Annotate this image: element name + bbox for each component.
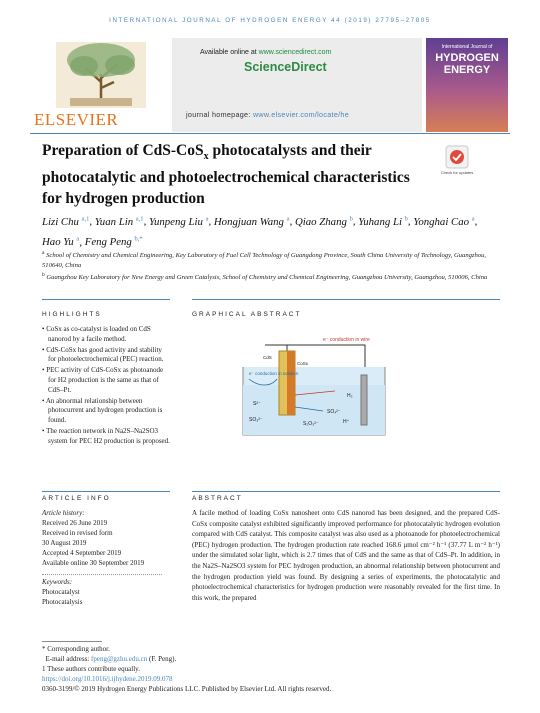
footnote-rule [42,641,102,642]
highlight-item: • An abnormal relationship between photocurrent and hydrogen production is found. [42,396,163,425]
history-line: Received 26 June 2019 [42,519,108,527]
doi-link[interactable]: https://doi.org/10.1016/j.ijhydene.2019.09.078 [42,675,173,683]
author-list: Lizi Chu $^{a,1}$, Yuan Lin $^{a,1}$, Yunpeng Liu $^a$, Hongjuan Wang $^a$, Qiao Zhang $^b$, Yuhang Li $^b$, Yonghai Cao $^a$, Hao Yu $^a$, Feng Peng $^{b,*}$ [42,215,478,249]
history-line: Available online 30 September 2019 [42,559,145,567]
highlight-item: • The reaction network in Na2S–Na2SO3 system for PEC H2 production is proposed. [42,426,170,445]
history-line: Accepted 4 September 2019 [42,549,122,557]
keyword[interactable]: Photocatalysis [42,598,83,606]
header-rule [30,133,510,134]
ga-species: S₂O₃²⁻ [303,421,319,427]
highlights-rule [42,299,170,300]
author-affiliation-mark: b [404,215,408,222]
author-affiliation-mark: a [76,235,80,243]
history-line: 30 August 2019 [42,539,87,547]
ga-species: H₂ [347,393,353,399]
highlight-item: • CdS-CoSx has good activity and stability for photoelectrochemical (PEC) reaction. [42,345,164,364]
check-for-updates-button[interactable] [440,144,474,180]
email-line: E-mail address: fpeng@gzhu.edu.cn (F. Peng). [45,655,177,663]
highlights-heading: HIGHLIGHTS [42,311,102,318]
author-name[interactable]: Lizi Chu $^{a,1}$ [42,215,90,228]
email-link[interactable]: fpeng@gzhu.edu.cn [91,655,148,663]
ga-solution-label: e⁻ conduction in solution [249,371,299,376]
ga-species: H⁺ [343,419,350,425]
article-info-heading: ARTICLE INFO [42,495,111,502]
graphical-abstract-heading: GRAPHICAL ABSTRACT [192,311,302,318]
cover-journal-of: International Journal of [441,44,493,50]
keywords-label: Keywords: [42,578,73,586]
author-name[interactable]: Qiao Zhang $^b$ [294,215,353,228]
journal-homepage-link[interactable]: www.elsevier.com/locate/he [252,110,350,119]
abstract-heading: ABSTRACT [192,495,243,502]
ga-species: CoSx [297,361,309,366]
article-title: Preparation of CdS-CoS$_x$ photocatalysts and their photocatalytic and photoelectrochemical characteristics for hydrogen production [42,142,410,208]
author-name[interactable]: Feng Peng $^{b,*}$ [84,235,143,249]
author-affiliation-mark: b [349,215,353,222]
author-name[interactable]: Hao Yu $^a$ [42,235,80,249]
check-updates-label: Check for updates [440,170,474,175]
highlight-item: • CoSx as co-catalyst is loaded on CdS nanorod by a facile method. [42,325,151,343]
elsevier-wordmark: ELSEVIER [34,110,119,129]
author-name[interactable]: Hongjuan Wang $^a$ [213,215,290,228]
footnotes [42,641,502,694]
affiliation-b: $^b$ Guangzhou Key Laboratory for New Energy and Green Catalysis, School of Chemistry and Chemical Engineering, Guangzhou University, Guangzhou, 510006, China [42,272,488,282]
graphical-abstract-figure[interactable] [235,325,395,455]
author-affiliation-mark: a,1 [135,215,144,222]
ga-species: S²⁻ [253,401,261,407]
author-affiliation-mark: a [471,215,475,222]
journal-header: INTERNATIONAL JOURNAL OF HYDROGEN ENERGY 44 (2019) 27795–27805 [109,17,431,24]
abstract-rule [192,491,500,492]
author-affiliation-mark: a,1 [81,215,90,222]
author-affiliation-mark: a [205,215,209,222]
ga-species: SO₃²⁻ [249,417,263,423]
article-history [42,508,170,607]
corresponding-note: * Corresponding author. [42,645,110,653]
author-name[interactable]: Yonghai Cao $^a$ [413,215,475,228]
history-line: Received in revised form [42,529,113,537]
author-affiliation-mark: b,* [134,235,143,243]
sciencedirect-logo[interactable]: ScienceDirect [244,60,327,74]
author-affiliation-mark: a [286,215,290,222]
copyright: 0360-3199/© 2019 Hydrogen Energy Publications LLC. Published by Elsevier Ltd. All rights reserved. [42,685,332,693]
author-name[interactable]: Yuhang Li $^b$ [358,215,408,228]
graphical-abstract-rule [192,299,500,300]
article-history-label: Article history: [42,509,85,517]
ga-species: CdS [263,355,272,360]
equal-contribution-note: 1 These authors contribute equally. [42,665,140,673]
cover-title: HYDROGEN ENERGY [435,52,499,76]
sciencedirect-link[interactable]: www.sciencedirect.com [258,49,332,56]
article-info-rule [42,491,170,492]
highlights-list [42,325,170,448]
ga-wire-label: e⁻ conduction in wire [323,337,370,343]
available-online: Available online at www.sciencedirect.com [200,49,332,56]
author-name[interactable]: Yunpeng Liu $^a$ [148,215,209,228]
affiliation-a: $^a$ School of Chemistry and Chemical Engineering, Key Laboratory of Fuel Cell Technology of Guangdong Province, South China University of Technology, Guangzhou, 510640, China [42,250,487,270]
ga-species: SO₄²⁻ [327,409,341,415]
info-divider [42,574,162,575]
keyword[interactable]: Photocatalyst [42,588,80,596]
abstract-text: A facile method of loading CoSx nanosheet onto CdS nanorod has been designed, and the prepared CdS-CoSx composite catalyst exhibited significantly improved performance for photocatalytic hydrogen evolution compared with CdS catalyst. This composite catalyst was also used as a photoanode for photoelectrochemical (PEC) hydrogen production. The hydrogen production rate reached 168.6 μmol cm⁻² h⁻¹ (37.77 L m⁻² h⁻¹) under the simulated solar light, which is 2.7 times that of CdS and the same as that of CdS–Pt. In addition, in the Na2S–Na2SO3 system for PEC hydrogen production, an abnormal relationship between photocurrent and the hydrogen production yield was found. By designing a series of experiments, the photocatalytic and photoelectrochemical characteristics for hydrogen production were reasonably revealed for the first time. In this work, the prepared [192,509,500,602]
highlight-item: • PEC activity of CdS-CoSx as photoanode for H2 production is the same as that of CdS–Pt. [42,366,164,394]
journal-homepage: journal homepage: www.elsevier.com/locate/he [186,110,350,119]
author-name[interactable]: Yuan Lin $^{a,1}$ [94,215,144,228]
